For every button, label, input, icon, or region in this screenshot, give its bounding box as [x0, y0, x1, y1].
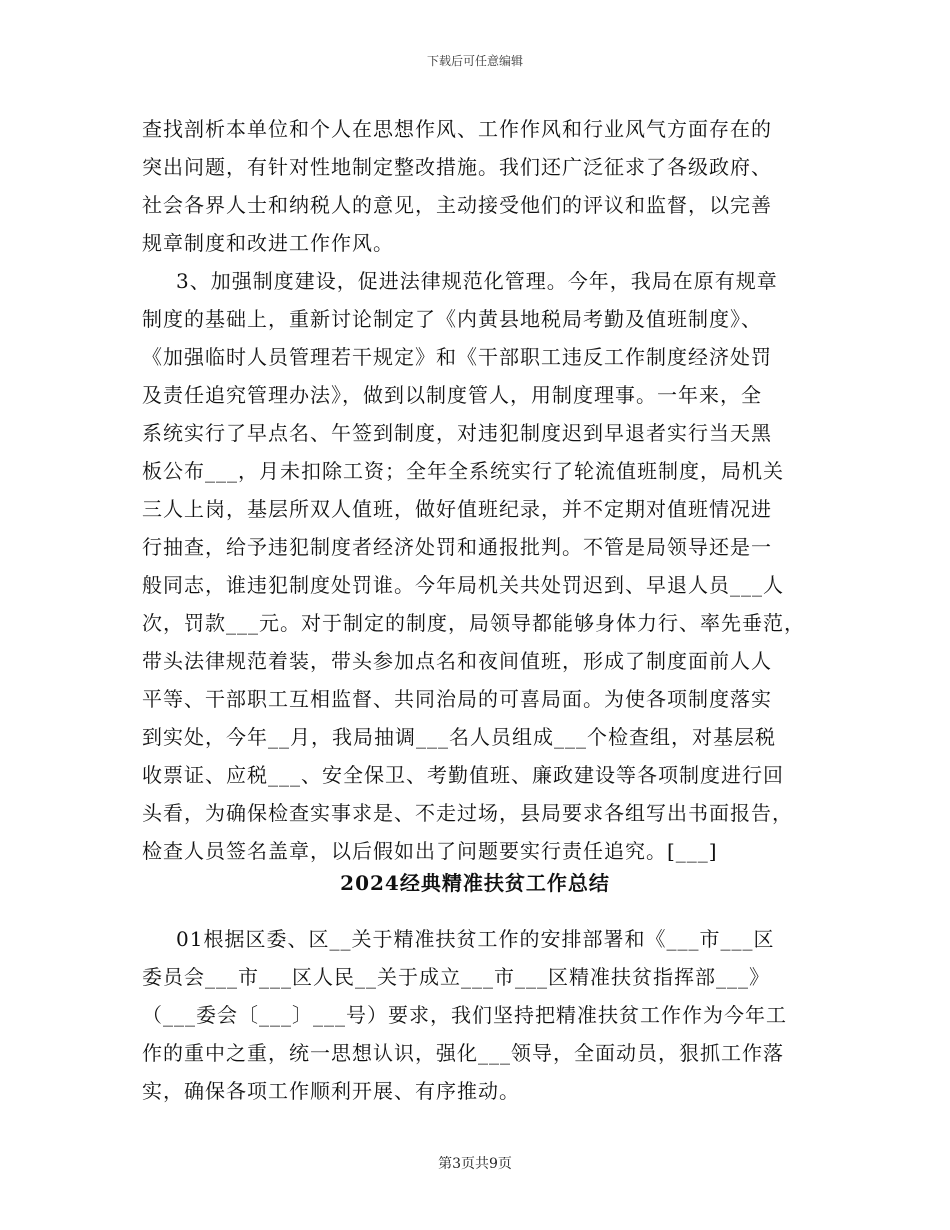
body-line: 检查人员签名盖章，以后假如出了问题要实行责任追究。[___] — [142, 839, 718, 863]
body-line: 板公布___，月未扣除工资；全年全系统实行了轮流值班制度，局机关 — [142, 459, 784, 483]
body-line: 作的重中之重，统一思想认识，强化___领导，全面动员，狠抓工作落 — [142, 1041, 784, 1065]
body-line: 收票证、应税___、安全保卫、考勤值班、廉政建设等各项制度进行回 — [142, 763, 784, 787]
body-line: 平等、干部职工互相监督、共同治局的可喜局面。为使各项制度落实 — [142, 687, 772, 711]
page-footer: 第3页共9页 — [438, 1156, 512, 1172]
body-line: 《加强临时人员管理若干规定》和《干部职工违反工作制度经济处罚 — [142, 345, 772, 369]
body-line: 带头法律规范着装，带头参加点名和夜间值班，形成了制度面前人人 — [142, 649, 772, 673]
body-line: 规章制度和改进工作作风。 — [142, 231, 394, 255]
body-line: 委员会___市___区人民__关于成立___市___区精准扶贫指挥部___》 — [142, 965, 770, 989]
body-line: 到实处，今年__月，我局抽调___名人员组成___个检查组，对基层税 — [142, 725, 776, 749]
body-line: 系统实行了早点名、午签到制度，对违犯制度迟到早退者实行当天黑 — [142, 421, 772, 445]
body-line: 查找剖析本单位和个人在思想作风、工作作风和行业风气方面存在的 — [142, 117, 772, 141]
body-line: 三人上岗，基层所双人值班，做好值班纪录，并不定期对值班情况进 — [142, 497, 772, 521]
body-line: 实，确保各项工作顺利开展、有序推动。 — [142, 1079, 520, 1103]
page-header: 下载后可任意编辑 — [426, 54, 523, 68]
body-line: 突出问题，有针对性地制定整改措施。我们还广泛征求了各级政府、 — [142, 155, 772, 179]
body-line: 般同志，谁违犯制度处罚谁。今年局机关共处罚迟到、早退人员___人 — [142, 573, 784, 597]
body-line: （___委会〔___〕___号）要求，我们坚持把精准扶贫工作作为今年工 — [142, 1003, 787, 1027]
body-line: 行抽查，给予违犯制度者经济处罚和通报批判。不管是局领导还是一 — [142, 535, 772, 559]
paragraph-start-line: 3、加强制度建设，促进法律规范化管理。今年，我局在原有规章 — [176, 269, 778, 293]
body-line: 次，罚款___元。对于制定的制度，局领导都能够身体力行、率先垂范， — [142, 611, 805, 635]
section-title: 2024经典精准扶贫工作总结 — [340, 871, 610, 895]
body-line: 社会各界人士和纳税人的意见，主动接受他们的评议和监督，以完善 — [142, 193, 772, 217]
body-line: 制度的基础上，重新讨论制定了《内黄县地税局考勤及值班制度》、 — [142, 307, 762, 331]
body-line: 头看，为确保检查实事求是、不走过场，县局要求各组写出书面报告， — [142, 801, 793, 825]
body-line: 及责任追究管理办法》，做到以制度管人，用制度理事。一年来，全 — [142, 383, 762, 407]
paragraph-start-line: 01根据区委、区__关于精准扶贫工作的安排部署和《___市___区 — [176, 927, 775, 951]
